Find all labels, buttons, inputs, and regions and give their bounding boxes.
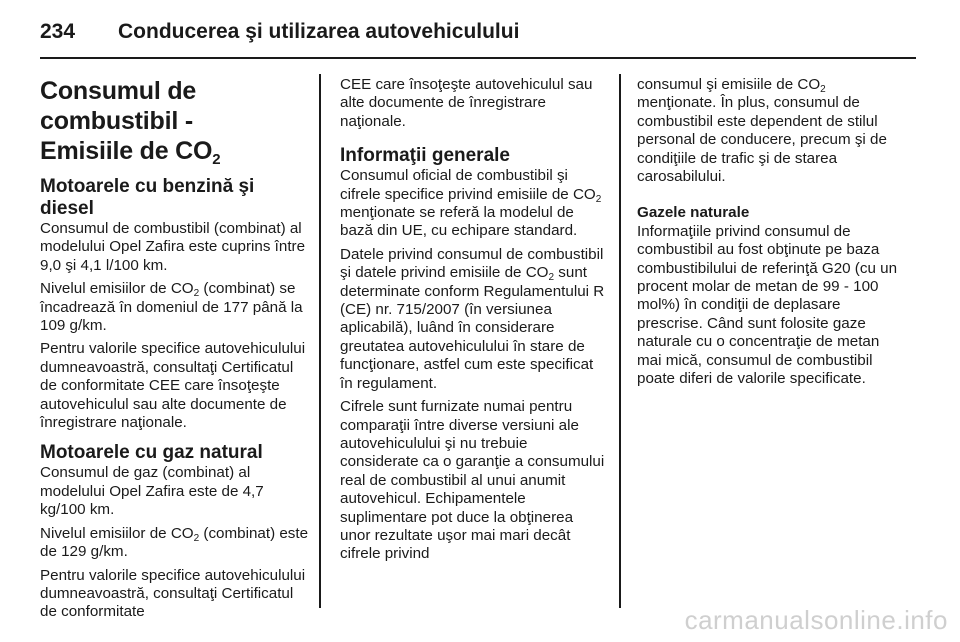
page-header — [40, 18, 920, 58]
section-title-natural-gases: Gazele naturale — [637, 204, 750, 222]
main-title-line2: Emisiile de CO — [40, 137, 213, 165]
section-title-petrol-diesel: Motoarele cu benzină şi diesel — [40, 176, 255, 219]
subscript-2: 2 — [212, 151, 221, 168]
paragraph: Pentru valorile specifice autovehiculului dumneavoastră, consultaţi Certificatul de conformitate CEE care însoţeşte autovehiculul sau alte documente de înregistrare naţionale. — [40, 340, 306, 432]
column-3 — [637, 76, 903, 394]
column-2 — [340, 76, 605, 569]
watermark: carmanualsonline.info — [684, 605, 948, 635]
chapter-title: Conducerea şi utilizarea autovehiculului — [118, 20, 520, 43]
page-number: 234 — [40, 20, 76, 43]
paragraph: Consumul de combustibil (combinat) al modelului Opel Zafira este cuprins între 9,0 şi 4,1 l/100 km. — [40, 220, 306, 274]
section-title-general-info: Informaţii generale — [340, 145, 510, 167]
paragraph: Informaţiile privind consumul de combustibil au fost obţinute pe baza combustibilului de referinţă G20 (cu un procent molar de metan de 99 - 100 mol%) în condiţii de deplasare prescrise. Când sunt folosite gaze naturale cu o concentraţie de metan mai mică, consumul de combustibil poate diferi de valorile specificate. — [637, 222, 898, 388]
paragraph: Pentru valorile specifice autovehiculului dumneavoastră, consultaţi Certificatul de conformitate — [40, 566, 306, 621]
paragraph: CEE care însoţeşte autovehiculul sau alte documente de înregistrare naţionale. — [340, 76, 593, 130]
main-title-line1: Consumul de combustibil - — [40, 77, 197, 135]
column-divider-1 — [319, 74, 321, 608]
main-title — [40, 76, 310, 166]
paragraph: Consumul oficial de combustibil şi cifrele specifice privind emisiile de $CO_2$ menţionate se referă la modelul de bază din UE, cu echipare standard. — [340, 167, 602, 240]
paragraph: consumul şi emisiile de $CO_2$ menţionate. În plus, consumul de combustibil este dependent de stilul personal de conducere, precum şi de condiţiile de trafic şi de starea carosabilului. — [637, 76, 887, 186]
column-1 — [40, 76, 310, 627]
paragraph: Nivelul emisiilor de $CO_2$ (combinat) se încadrează în domeniul de 177 până la 109 g/km. — [40, 280, 303, 335]
header-rule — [40, 57, 916, 59]
paragraph: Datele privind consumul de combustibil şi datele privind emisiile de $CO_2$ sunt determinate conform Regulamentului R (CE) nr. 715/2007 (în versiunea aplicabilă), luând în considerare greutatea autovehiculului în stare de funcţionare, astfel cum este specificat în regulament. — [340, 245, 605, 392]
paragraph: Nivelul emisiilor de $CO_2$ (combinat) este de 129 g/km. — [40, 524, 309, 561]
paragraph: Cifrele sunt furnizate numai pentru comparaţii între diverse versiuni ale autovehiculului şi nu trebuie considerate ca o garanţie a consumului real de combustibil al unui anumit autovehicul. Echipamentele suplimentare pot duce la obţinerea unor rezultate uşor mai mari decât cifrele privind — [340, 398, 605, 563]
section-title-natural-gas-engines: Motoarele cu gaz natural — [40, 442, 263, 464]
column-divider-2 — [619, 74, 621, 608]
paragraph: Consumul de gaz (combinat) al modelului Opel Zafira este de 4,7 kg/100 km. — [40, 464, 264, 519]
